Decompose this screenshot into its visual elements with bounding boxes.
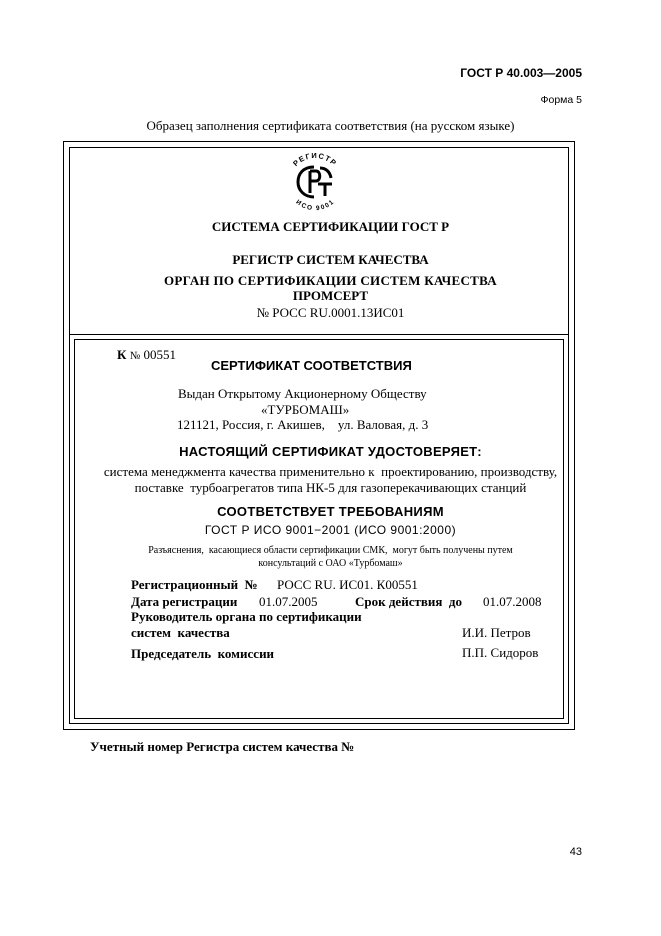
certificate-number — [117, 347, 176, 363]
system-title: СИСТЕМА СЕРТИФИКАЦИИ ГОСТ Р — [211, 219, 450, 234]
certificate-title: СЕРТИФИКАТ СООТВЕТСТВИЯ — [211, 358, 412, 373]
page-number: 43 — [569, 846, 582, 858]
register-account-number: Учетный номер Регистра систем качества № — [90, 739, 355, 754]
issued-to-line2: «ТУРБОМАШ» — [261, 402, 350, 417]
chair-name: П.П. Сидоров — [462, 645, 539, 660]
rst-certification-mark-icon — [284, 153, 346, 211]
logo-arc-top-text: РЕГИСТР — [291, 153, 339, 169]
head-label-line2: систем качества — [131, 625, 230, 640]
certifies-heading: НАСТОЯЩИЙ СЕРТИФИКАТ УДОСТОВЕРЯЕТ: — [179, 444, 482, 459]
note-line1: Разъяснения, касающиеся области сертификации СМК, могут быть получены путем — [148, 545, 513, 556]
reg-date-value: 01.07.2005 — [259, 594, 318, 609]
holder-address: 121121, Россия, г. Акишев, ул. Валовая, д. 3 — [177, 417, 429, 432]
valid-until-value: 01.07.2008 — [483, 594, 542, 609]
form-label: Форма 5 — [540, 94, 582, 106]
certificate-number-sign: № — [129, 350, 141, 362]
certification-body-number: № РОСС RU.0001.13ИС01 — [256, 305, 405, 320]
caption: Образец заполнения сертификата соответствия (на русском языке) — [146, 118, 515, 133]
head-name: И.И. Петров — [462, 625, 531, 640]
scope-line2: поставке турбоагрегатов типа НК-5 для газоперекачивающих станций — [134, 480, 527, 495]
certification-body-line2: ПРОМСЕРТ — [292, 288, 369, 303]
svg-text:РЕГИСТР — [291, 153, 339, 168]
standard-code: ГОСТ Р 40.003—2005 — [460, 66, 582, 80]
note-line2: консультаций с ОАО «Турбомаш» — [258, 558, 403, 569]
scope-line1: система менеджмента качества применительно к проектированию, производству, — [103, 464, 558, 479]
logo-arc-bottom-text: ИСО 9001 — [294, 198, 336, 211]
certificate-number-value: 00551 — [143, 347, 176, 362]
complies-heading: СООТВЕТСТВУЕТ ТРЕБОВАНИЯМ — [217, 504, 444, 519]
certification-body-line1: ОРГАН ПО СЕРТИФИКАЦИИ СИСТЕМ КАЧЕСТВА — [164, 273, 497, 288]
certificate-number-prefix: К — [117, 347, 127, 362]
register-title: РЕГИСТР СИСТЕМ КАЧЕСТВА — [232, 252, 429, 267]
issued-to-line1: Выдан Открытому Акционерному Обществу — [178, 386, 427, 401]
chair-label: Председатель комиссии — [131, 646, 275, 661]
valid-until-label: Срок действия до — [355, 594, 462, 609]
reg-number-value: РОСС RU. ИС01. К00551 — [277, 577, 418, 592]
standard-reference: ГОСТ Р ИСО 9001−2001 (ИСО 9001:2000) — [204, 523, 457, 537]
reg-number-label: Регистрационный № — [131, 577, 258, 592]
head-label-line1: Руководитель органа по сертификации — [131, 609, 362, 624]
svg-text:ИСО 9001 — [294, 199, 335, 211]
reg-date-label: Дата регистрации — [131, 594, 238, 609]
